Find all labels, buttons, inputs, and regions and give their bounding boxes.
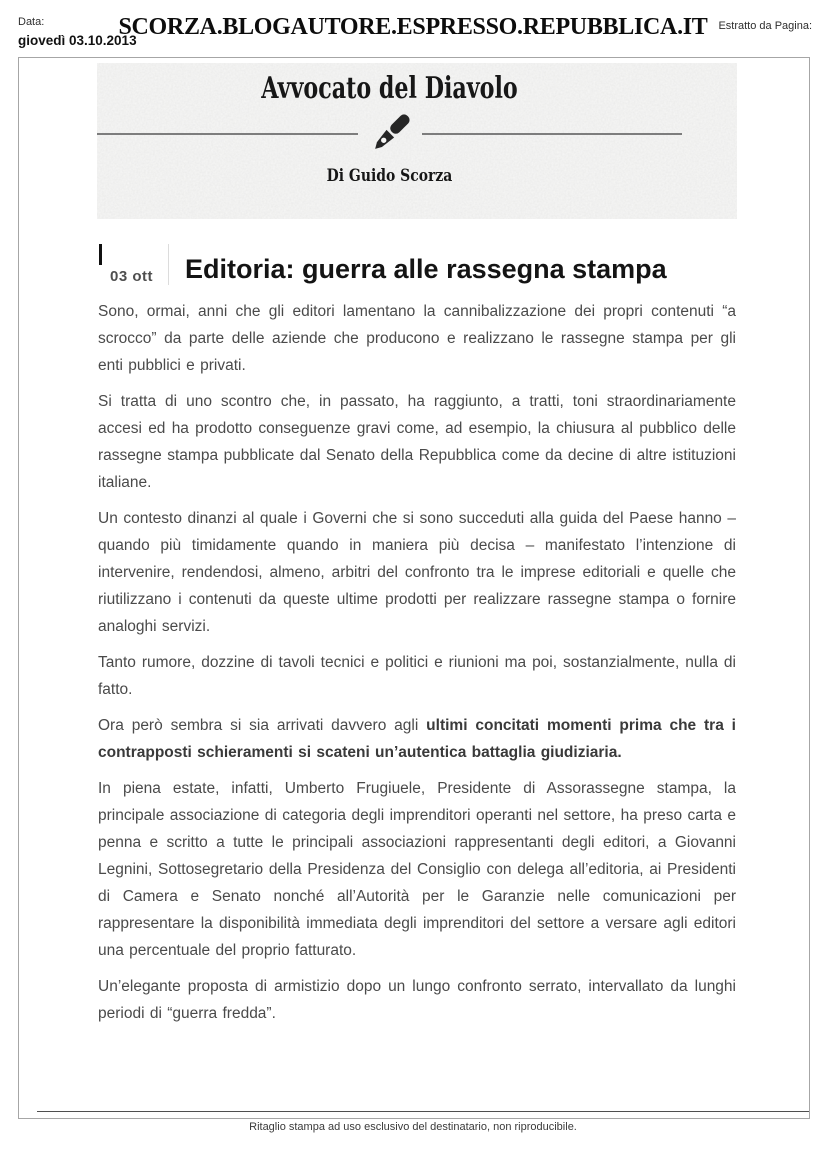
fountain-pen-icon bbox=[362, 106, 418, 162]
tick-mark bbox=[99, 244, 102, 265]
disclaimer-text: Ritaglio stampa ad uso esclusivo del destinatario, non riproducibile. bbox=[249, 1121, 577, 1133]
document-footer bbox=[0, 1121, 826, 1133]
divider-line-left bbox=[97, 133, 358, 135]
paragraph-bold: ultimi concitati momenti prima che tra i contrapposti schieramenti si scateni un’autentica battaglia giudiziaria. bbox=[98, 717, 736, 761]
vertical-separator bbox=[168, 244, 169, 285]
date-badge-block bbox=[98, 244, 166, 285]
blog-byline: Di Guido Scorza bbox=[326, 166, 453, 186]
paragraph: Un’elegante proposta di armistizio dopo un lungo confronto serrato, intervallato da lunghi periodi di “guerra fredda”. bbox=[98, 978, 736, 1022]
paragraph: In piena estate, infatti, Umberto Frugiuele, Presidente di Assorassegne stampa, la principale associazione di categoria degli imprenditori operanti nel settore, ha preso carta e penna e scritto a tutte le principali associazioni rappresentanti degli editori, a Giovanni Legnini, Sottosegretario della Presidenza del Consiglio con delega all’editoria, ai Presidenti di Camera e Senato nonché all’Autorità per le Garanzie nelle comunicazioni per rappresentare la disponibilità immediata degli imprenditori del settore a versare agli editori una percentuale del proprio fatturato. bbox=[98, 780, 736, 959]
banner-inner bbox=[97, 63, 737, 219]
paragraph: Sono, ormai, anni che gli editori lamentano la cannibalizzazione dei propri contenuti “a scrocco” da parte delle aziende che producono e realizzano le rassegne stampa per gli enti pubblici e privati. bbox=[98, 303, 736, 374]
paragraph: Si tratta di uno scontro che, in passato, ha raggiunto, a tratti, toni straordinariamente accesi ed ha prodotto conseguenze gravi come, ad esempio, la chiusura al pubblico delle rassegne stampa pubblicate dal Senato della Repubblica come da decine di altre istituzioni italiane. bbox=[98, 393, 736, 491]
blog-banner bbox=[97, 63, 737, 219]
divider-line-right bbox=[422, 133, 683, 135]
page-extract-label: Estratto da Pagina: bbox=[718, 20, 812, 32]
banner-divider bbox=[97, 106, 682, 162]
content-box bbox=[18, 57, 810, 1119]
paragraph: Un contesto dinanzi al quale i Governi che si sono succeduti alla guida del Paese hanno – quando più timidamente quando in maniera più decisa – manifestato l’intenzione di intervenire, rendendosi, almeno, arbitri del confronto tra le imprese editoriali e quelle che riutilizzano i contenuti da queste ultime prodotti per realizzare rassegne stampa o fornire analoghi servizi. bbox=[98, 510, 736, 635]
article-header bbox=[98, 244, 736, 285]
document-header bbox=[0, 0, 826, 57]
article-date-badge: 03 ott bbox=[110, 268, 154, 285]
article-title: Editoria: guerra alle rassegna stampa bbox=[185, 254, 667, 285]
paragraph bbox=[98, 712, 736, 766]
page-bottom-rule bbox=[37, 1111, 809, 1112]
paragraph: Tanto rumore, dozzine di tavoli tecnici e politici e riunioni ma poi, sostanzialmente, nulla di fatto. bbox=[98, 654, 736, 698]
article bbox=[19, 219, 809, 1118]
site-title: SCORZA.BLOGAUTORE.ESPRESSO.REPUBBLICA.IT bbox=[118, 14, 708, 40]
blog-title: Avvocato del Diavolo bbox=[261, 71, 518, 106]
paragraph-lead: Ora però sembra si sia arrivati davvero agli bbox=[98, 717, 427, 734]
document-date: giovedì 03.10.2013 bbox=[18, 33, 137, 48]
data-label: Data: bbox=[18, 16, 45, 28]
